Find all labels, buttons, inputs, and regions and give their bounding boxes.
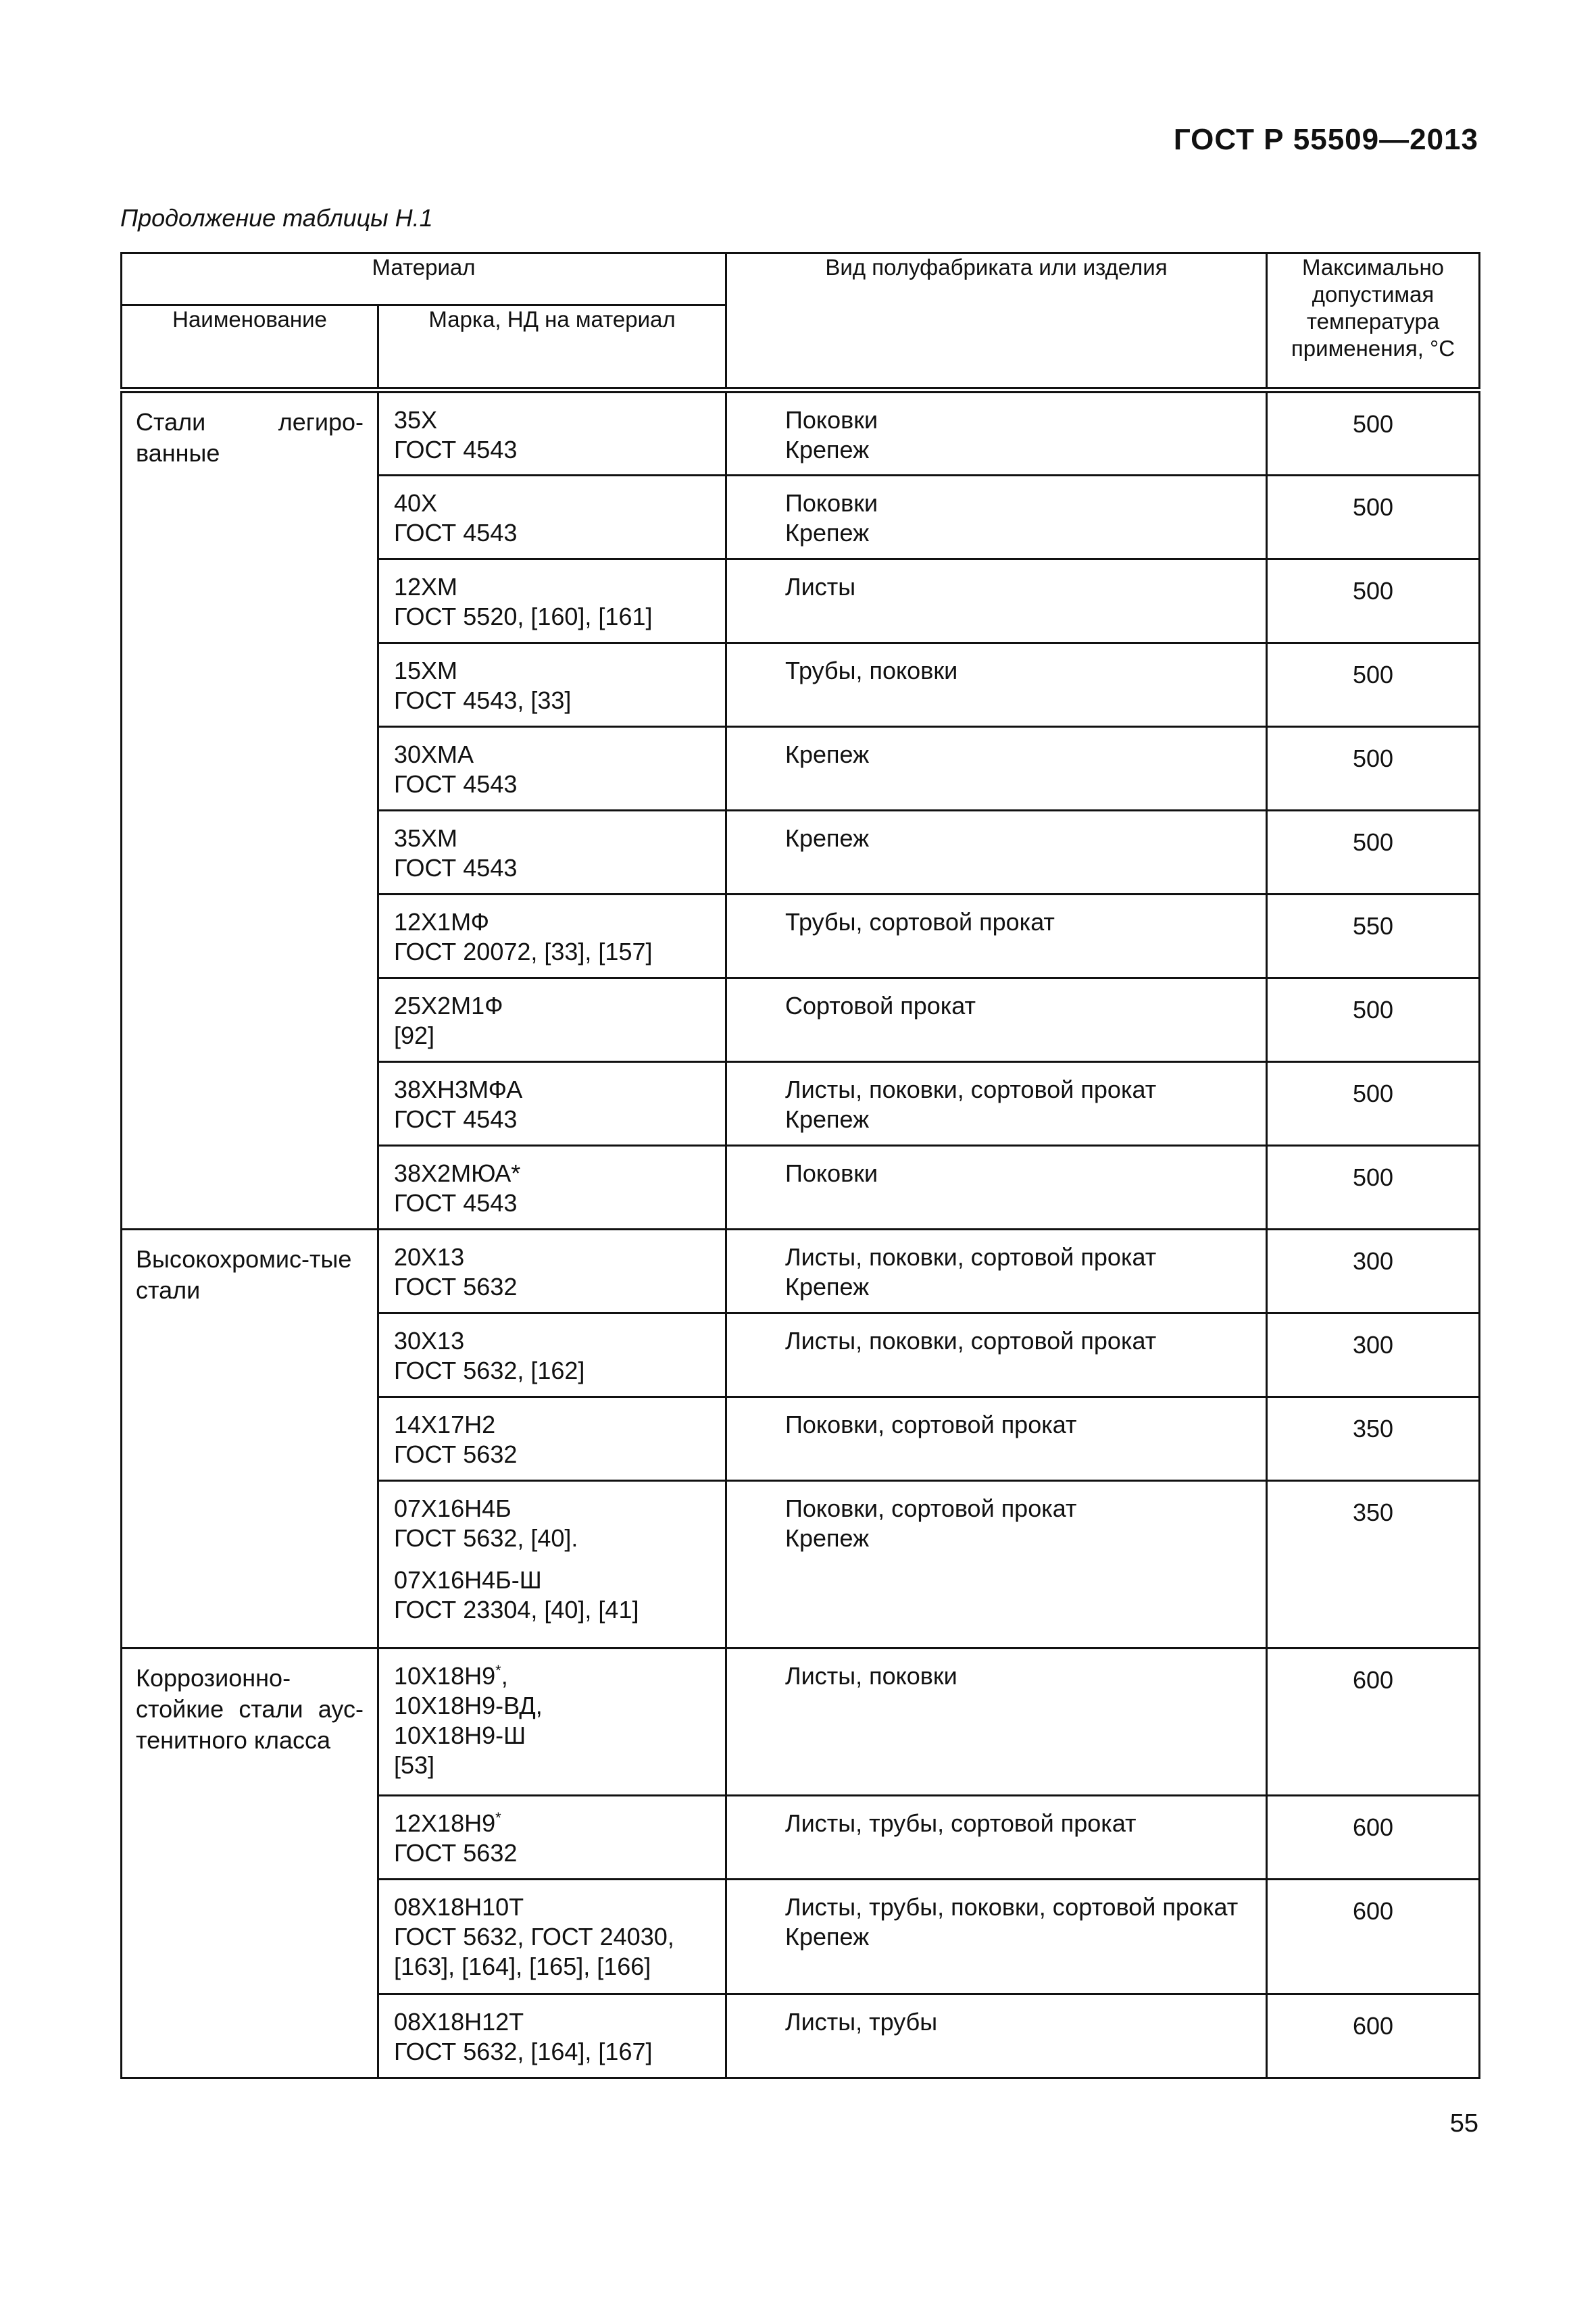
- group-name: Коррозионно-стойкие стали аус-тенитного класса: [136, 1664, 364, 1754]
- product-type: Листы, поковки, сортовой прокат: [785, 1327, 1157, 1355]
- table-row: [122, 1230, 1480, 1313]
- header-material: Материал: [122, 253, 726, 305]
- grade-cell: [378, 1880, 726, 1994]
- footnote-marker: *: [495, 1809, 501, 1826]
- grade-label: [394, 1159, 710, 1188]
- grade-standard: ГОСТ 4543: [394, 519, 518, 547]
- grade-standard: [53]: [394, 1751, 435, 1779]
- grade-cell: [378, 476, 726, 559]
- footnote-marker: *: [495, 1662, 501, 1679]
- grade-cell: [378, 978, 726, 1062]
- header-max-temp: Максимально допустимая температура применения, °С: [1267, 253, 1480, 391]
- grade-text: 08Х18Н10Т: [394, 1893, 524, 1921]
- table-row: [122, 1649, 1480, 1796]
- grade-standard: [92]: [394, 1022, 435, 1049]
- grade-text: 12Х1МФ: [394, 908, 490, 936]
- product-cell: [726, 1649, 1267, 1796]
- grade-label: [394, 740, 710, 770]
- max-temp-value: 500: [1352, 577, 1394, 605]
- product-cell: [726, 1230, 1267, 1313]
- product-type: Листы, трубы, поковки, сортовой прокат: [785, 1893, 1239, 1921]
- grade-text: 07Х16Н4Б: [394, 1494, 512, 1522]
- grade-cell: [378, 727, 726, 811]
- product-cell: [726, 1397, 1267, 1481]
- grade-label-alt: 07Х16Н4Б-Ш: [394, 1566, 542, 1594]
- max-temp-cell: [1267, 1994, 1480, 2078]
- max-temp-value: 300: [1352, 1247, 1394, 1275]
- product-cell: [726, 1313, 1267, 1397]
- grade-text: 14Х17Н2: [394, 1411, 496, 1438]
- grade-text: 38Х2МЮА*: [394, 1159, 521, 1187]
- product-type: Поковки: [785, 489, 878, 517]
- grade-text: 35ХМ: [394, 824, 458, 852]
- product-type: Листы: [785, 573, 856, 601]
- grade-label: [394, 1661, 710, 1691]
- grade-label: [394, 991, 710, 1021]
- grade-standard: ГОСТ 5632, [40].: [394, 1524, 578, 1552]
- grade-standard: ГОСТ 5632: [394, 1440, 518, 1468]
- product-cell: [726, 1796, 1267, 1880]
- grade-cell: [378, 1313, 726, 1397]
- grade-text: 10Х18Н9: [394, 1662, 496, 1690]
- group-name-cell: [122, 1649, 378, 2078]
- grade-standard: ГОСТ 4543, [33]: [394, 686, 572, 714]
- product-type: Крепеж: [785, 1524, 870, 1552]
- header-grade: Марка, НД на материал: [378, 305, 726, 391]
- max-temp-cell: [1267, 811, 1480, 895]
- grade-text: 35Х: [394, 406, 438, 434]
- grade-standard: ГОСТ 5632: [394, 1839, 518, 1867]
- grade-standard: ГОСТ 4543: [394, 436, 518, 463]
- product-cell: [726, 391, 1267, 476]
- max-temp-value: 500: [1352, 493, 1394, 521]
- product-type: Крепеж: [785, 1273, 870, 1301]
- product-type: Крепеж: [785, 519, 870, 547]
- max-temp-cell: [1267, 727, 1480, 811]
- table-body: [122, 391, 1480, 2078]
- product-cell: [726, 895, 1267, 978]
- product-type: Листы, поковки, сортовой прокат: [785, 1243, 1157, 1271]
- grade-cell: [378, 1146, 726, 1230]
- max-temp-value: 500: [1352, 996, 1394, 1024]
- header-product: Вид полуфабриката или изделия: [726, 253, 1267, 391]
- max-temp-value: 600: [1352, 1666, 1394, 1694]
- product-cell: [726, 559, 1267, 643]
- product-type: Крепеж: [785, 824, 870, 852]
- max-temp-cell: [1267, 559, 1480, 643]
- product-type: Крепеж: [785, 436, 870, 463]
- materials-table: [120, 252, 1480, 2079]
- grade-label: [394, 1410, 710, 1440]
- max-temp-value: 600: [1352, 1897, 1394, 1925]
- grade-text: 30ХМА: [394, 740, 474, 768]
- grade-label: [394, 572, 710, 602]
- table-caption: Продолжение таблицы Н.1: [120, 204, 433, 232]
- grade-standard: ГОСТ 5632: [394, 1273, 518, 1301]
- grade-standard: 10Х18Н9-Ш: [394, 1721, 526, 1749]
- grade-label: [394, 1809, 710, 1838]
- product-cell: [726, 643, 1267, 727]
- max-temp-cell: [1267, 1062, 1480, 1146]
- grade-standard: ГОСТ 4543: [394, 770, 518, 798]
- max-temp-value: 500: [1352, 745, 1394, 772]
- grade-text: 08Х18Н12Т: [394, 2008, 524, 2036]
- max-temp-value: 500: [1352, 661, 1394, 688]
- grade-label: [394, 1494, 710, 1524]
- grade-standard: ГОСТ 5520, [160], [161]: [394, 603, 653, 630]
- product-type: Листы, поковки: [785, 1662, 957, 1690]
- grade-standard: ГОСТ 4543: [394, 854, 518, 882]
- max-temp-cell: [1267, 1230, 1480, 1313]
- group-name-cell: [122, 1230, 378, 1649]
- grade-cell: [378, 895, 726, 978]
- product-cell: [726, 727, 1267, 811]
- grade-standard-alt: ГОСТ 23304, [40], [41]: [394, 1596, 639, 1624]
- page-number: 55: [1449, 2109, 1478, 2138]
- grade-standard: ГОСТ 20072, [33], [157]: [394, 938, 653, 965]
- max-temp-value: 500: [1352, 410, 1394, 438]
- grade-text: 25Х2М1Ф: [394, 992, 503, 1020]
- product-cell: [726, 1146, 1267, 1230]
- grade-label: [394, 1242, 710, 1272]
- grade-text: 38ХН3МФА: [394, 1076, 523, 1103]
- grade-cell: [378, 559, 726, 643]
- max-temp-value: 350: [1352, 1499, 1394, 1526]
- grade-text: 15ХМ: [394, 657, 458, 684]
- grade-cell: [378, 1481, 726, 1649]
- max-temp-cell: [1267, 1397, 1480, 1481]
- max-temp-value: 500: [1352, 1080, 1394, 1107]
- header-name: Наименование: [122, 305, 378, 391]
- max-temp-cell: [1267, 1146, 1480, 1230]
- max-temp-value: 550: [1352, 912, 1394, 940]
- grade-cell: [378, 1062, 726, 1146]
- table-row: [122, 391, 1480, 476]
- grade-label: [394, 656, 710, 686]
- grade-standard: 10Х18Н9-ВД,: [394, 1692, 543, 1719]
- product-type: Поковки: [785, 406, 878, 434]
- max-temp-cell: [1267, 391, 1480, 476]
- product-type: Поковки, сортовой прокат: [785, 1411, 1077, 1438]
- grade-cell: [378, 1649, 726, 1796]
- group-name-cell: [122, 391, 378, 1230]
- grade-standard: ГОСТ 5632, ГОСТ 24030,: [394, 1923, 674, 1951]
- product-type: Трубы, поковки: [785, 657, 958, 684]
- grade-cell: [378, 1796, 726, 1880]
- grade-standard: ГОСТ 5632, [164], [167]: [394, 2038, 653, 2065]
- product-type: Сортовой прокат: [785, 992, 976, 1020]
- grade-label: [394, 405, 710, 435]
- grade-standard: ГОСТ 5632, [162]: [394, 1357, 585, 1384]
- max-temp-value: 300: [1352, 1331, 1394, 1359]
- grade-cell: [378, 643, 726, 727]
- grade-label: [394, 488, 710, 518]
- group-name: Высокохромис-тые стали: [136, 1245, 352, 1304]
- grade-cell: [378, 391, 726, 476]
- product-cell: [726, 1481, 1267, 1649]
- product-type: Поковки, сортовой прокат: [785, 1494, 1077, 1522]
- product-type: Крепеж: [785, 740, 870, 768]
- max-temp-cell: [1267, 978, 1480, 1062]
- grade-cell: [378, 1994, 726, 2078]
- max-temp-value: 600: [1352, 2012, 1394, 2040]
- max-temp-cell: [1267, 1796, 1480, 1880]
- grade-text: 30Х13: [394, 1327, 465, 1355]
- grade-cell: [378, 811, 726, 895]
- max-temp-value: 500: [1352, 1163, 1394, 1191]
- product-type: Листы, поковки, сортовой прокат: [785, 1076, 1157, 1103]
- max-temp-value: 350: [1352, 1415, 1394, 1442]
- max-temp-cell: [1267, 643, 1480, 727]
- grade-label: [394, 907, 710, 937]
- grade-cell: [378, 1397, 726, 1481]
- grade-label: [394, 2007, 710, 2037]
- document-code: ГОСТ Р 55509—2013: [1173, 123, 1478, 156]
- product-cell: [726, 811, 1267, 895]
- product-type: Крепеж: [785, 1923, 870, 1951]
- grade-label: [394, 1075, 710, 1105]
- grade-label: [394, 1892, 710, 1922]
- grade-text: 40Х: [394, 489, 438, 517]
- product-cell: [726, 978, 1267, 1062]
- max-temp-cell: [1267, 895, 1480, 978]
- max-temp-cell: [1267, 1313, 1480, 1397]
- product-cell: [726, 1994, 1267, 2078]
- product-cell: [726, 476, 1267, 559]
- grade-label: [394, 824, 710, 853]
- grade-standard: ГОСТ 4543: [394, 1105, 518, 1133]
- grade-text: 12Х18Н9: [394, 1809, 496, 1837]
- product-type: Поковки: [785, 1159, 878, 1187]
- max-temp-value: 500: [1352, 828, 1394, 856]
- max-temp-cell: [1267, 1481, 1480, 1649]
- grade-standard: ГОСТ 4543: [394, 1189, 518, 1217]
- grade-text: 12ХМ: [394, 573, 458, 601]
- grade-label: [394, 1326, 710, 1356]
- max-temp-cell: [1267, 1880, 1480, 1994]
- product-type: Листы, трубы, сортовой прокат: [785, 1809, 1137, 1837]
- product-type: Крепеж: [785, 1105, 870, 1133]
- max-temp-cell: [1267, 476, 1480, 559]
- group-name: Стали легиро-ванные: [136, 408, 364, 467]
- grade-cell: [378, 1230, 726, 1313]
- max-temp-cell: [1267, 1649, 1480, 1796]
- grade-text: 20Х13: [394, 1243, 465, 1271]
- grade-suffix: ,: [501, 1662, 508, 1690]
- product-cell: [726, 1880, 1267, 1994]
- product-type: Листы, трубы: [785, 2008, 938, 2036]
- product-cell: [726, 1062, 1267, 1146]
- grade-standard: [163], [164], [165], [166]: [394, 1953, 651, 1980]
- product-type: Трубы, сортовой прокат: [785, 908, 1055, 936]
- max-temp-value: 600: [1352, 1813, 1394, 1841]
